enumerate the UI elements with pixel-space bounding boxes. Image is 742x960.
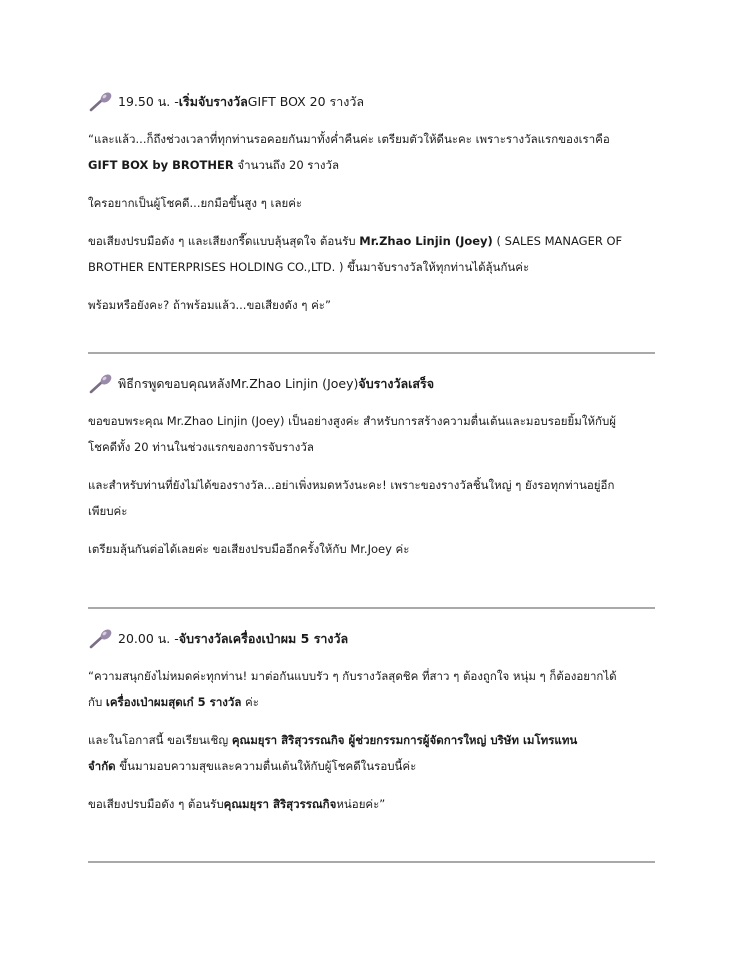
section-gift-box [88,92,656,330]
person-name: คุณมยุรา สิริสุวรรณกิจ [223,797,337,811]
paragraph-line: หน่อยค่ะ” [336,797,386,811]
paragraph-line: ใครอยากเป็นผู้โชคดี...ยกมือขึ้นสูง ๆ เลยค่ะ [88,196,303,210]
heading-title: จับรางวัลเครื่องเป่าผม 5 รางวัล [178,631,349,646]
paragraph-line: BROTHER ENTERPRISES HOLDING CO.,LTD. ) ขึ้นมาจับรางวัลให้ทุกท่านได้ลุ้นกันค่ะ [88,260,530,274]
paragraph-line: ขอเสียงปรบมือดัง ๆ ต้อนรับ [88,797,224,811]
paragraph [88,408,656,460]
person-name: คุณมยุรา สิริสุวรรณกิจ ผู้ช่วยกรรมการผู้จัดการใหญ่ บริษัท เมโทรแทน [231,733,578,747]
paragraph-line: เตรียมลุ้นกันต่อได้เลยค่ะ ขอเสียงปรบมืออีกครั้งให้กับ [88,542,351,556]
heading-title: เริ่มจับรางวัล [178,94,248,109]
microphone-icon [88,374,114,394]
paragraph-line: เพียบค่ะ [88,504,128,518]
paragraph-line: ค่ะ [391,542,410,556]
prize-name: เครื่องเป่าผมสุดเก๋ 5 รางวัล [105,695,242,709]
paragraph-line: และสำหรับท่านที่ยังไม่ได้ของรางวัล...อย่าเพิ่งหมดหวังนะคะ! เพราะของรางวัลชิ้นใหญ่ ๆ ยังรอทุกท่านอยู่อีก [88,478,615,492]
section-divider [88,352,655,354]
paragraph-line: ค่ะ [241,695,259,709]
prize-name: GIFT BOX by BROTHER [88,158,234,172]
paragraph-line: ขอเสียงปรบมือดัง ๆ และเสียงกรี๊ดแบบลุ้นสุดใจ ต้อนรับ [88,234,360,248]
paragraph-line: ( SALES MANAGER OF [492,234,623,248]
paragraph [88,126,656,178]
paragraph-line: “และแล้ว...ก็ถึงช่วงเวลาที่ทุกท่านรอคอยกันมาทั้งค่ำคืนค่ะ เตรียมตัวให้ดีนะคะ เพราะรางวัลแรกของเราคือ [88,132,610,146]
heading-name: Mr.Zhao Linjin (Joey) [230,376,359,391]
paragraph-line: กับ [88,695,106,709]
paragraph-line: ขอขอบพระคุณ [88,414,167,428]
person-name: Mr.Zhao Linjin (Joey) [166,414,285,428]
paragraph-line: ขึ้นมามอบความสุขและความตื่นเต้นให้กับผู้โชคดีในรอบนี้ค่ะ [115,759,417,773]
person-name: Mr.Zhao Linjin (Joey) [359,234,493,248]
paragraph [88,228,656,280]
section-thank-you [88,374,656,574]
section-heading [88,629,656,649]
company-suffix: จำกัด [88,759,116,773]
paragraph [88,472,656,524]
section-divider [88,861,655,863]
paragraph [88,791,656,817]
paragraph [88,727,656,779]
paragraph [88,190,656,216]
heading-pre: พิธีกรพูดขอบคุณหลัง [118,376,231,391]
paragraph-line: “ความสนุกยังไม่หมดค่ะทุกท่าน! มาต่อกันแบบรัว ๆ กับรางวัลสุดชิค ที่สาว ๆ ต้องถูกใจ หนุ่ม ๆ ก็ต้องอยากได้ [88,669,617,683]
section-divider [88,607,655,609]
heading-time: 19.50 น. - [118,94,179,109]
heading-title: จับรางวัลเสร็จ [358,376,435,391]
paragraph-line: พร้อมหรือยังคะ? ถ้าพร้อมแล้ว...ขอเสียงดัง ๆ ค่ะ” [88,298,331,312]
section-hair-dryer [88,629,656,829]
section-heading [88,92,656,112]
paragraph [88,663,656,715]
paragraph [88,536,656,562]
section-heading [88,374,656,394]
microphone-icon [88,92,114,112]
paragraph-line: เป็นอย่างสูงค่ะ สำหรับการสร้างความตื่นเต้นและมอบรอยยิ้มให้กับผู้ [284,414,617,428]
paragraph-line: จำนวนถึง 20 รางวัล [233,158,340,172]
paragraph-line: โชคดีทั้ง 20 ท่านในช่วงแรกของการจับรางวัล [88,440,314,454]
heading-rest: GIFT BOX 20 รางวัล [247,94,365,109]
paragraph [88,292,656,318]
person-name: Mr.Joey [350,542,392,556]
heading-time: 20.00 น. - [118,631,179,646]
microphone-icon [88,629,114,649]
paragraph-line: และในโอกาสนี้ ขอเรียนเชิญ [88,733,232,747]
